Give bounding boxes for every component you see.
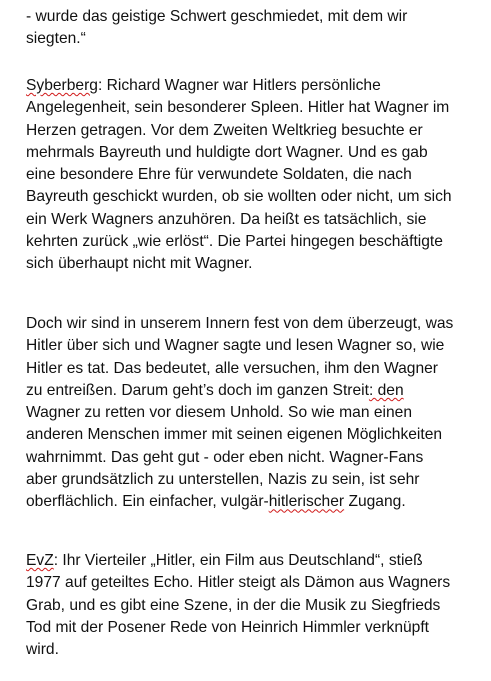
text-line: wahrnimmt. Das geht gut - oder eben nicht. Wagner-Fans bbox=[26, 448, 424, 466]
text-line: Wagner zu retten vor diesem Unhold. So wie man einen bbox=[26, 404, 412, 422]
text-line: sich überhaupt nicht mit Wagner. bbox=[26, 255, 253, 273]
text-line: mehrmals Bayreuth und huldigte dort Wagner. Und es gab bbox=[26, 143, 428, 161]
text-line: kehrten zurück „wie erlöst“. Die Partei hingegen beschäftigte bbox=[26, 233, 443, 251]
text-line bbox=[26, 75, 452, 97]
text-line: - wurde das geistige Schwert geschmiedet, mit dem wir bbox=[26, 8, 408, 25]
text-line bbox=[26, 550, 450, 572]
paragraph-wagner-interpretation bbox=[26, 313, 453, 514]
text-line: 1977 auf geteiltes Echo. Hitler steigt als Dämon aus Wagners bbox=[26, 574, 451, 592]
text-segment: zu entreißen. Darum geht’s doch im ganzen Streit bbox=[26, 381, 369, 399]
text-line: Hitler es tat. Das bedeutet, alle versuchen, ihm den Wagner bbox=[26, 359, 439, 377]
text-line: Angelegenheit, sein besonderer Spleen. Hitler hat Wagner im bbox=[26, 99, 450, 117]
text-line: Doch wir sind in unserem Innern fest von dem überzeugt, was bbox=[26, 315, 454, 332]
text-line bbox=[26, 380, 453, 402]
grammar-flagged-text: : den bbox=[368, 381, 404, 399]
text-line: siegten.“ bbox=[26, 30, 86, 48]
speaker-name-syberberg: Syberberg bbox=[26, 77, 98, 94]
text-line: wird. bbox=[26, 641, 59, 659]
text-line: Tod mit der Posener Rede von Heinrich Himmler verknüpft bbox=[26, 618, 430, 636]
text-line: aber grundsätzlich zu unterstellen, Nazis zu sein, ist sehr bbox=[26, 471, 420, 489]
paragraph-evz-question bbox=[26, 550, 450, 661]
paragraph-syberberg-answer bbox=[26, 75, 452, 276]
speaker-name-evz: EvZ bbox=[26, 552, 54, 569]
text-segment: oberflächlich. Ein einfacher, vulgär- bbox=[26, 493, 269, 511]
text-segment: Zugang. bbox=[344, 493, 406, 511]
text-line: ein Werk Wagners anzuhören. Da heißt es tatsächlich, sie bbox=[26, 210, 427, 228]
text-line: Grab, und es gibt eine Szene, in der die Musik zu Siegfrieds bbox=[26, 596, 441, 614]
paragraph-quote-ending bbox=[26, 6, 407, 51]
text-line: Bayreuth geschickt wurden, ob sie wollten oder nicht, um sich bbox=[26, 188, 452, 206]
text-line-continuation: : Ihr Vierteiler „Hitler, ein Film aus Deutschland“, stieß bbox=[53, 552, 423, 569]
text-line: eine besondere Ehre für verwundete Soldaten, die nach bbox=[26, 166, 412, 184]
text-line: Hitler über sich und Wagner sagte und lesen Wagner so, wie bbox=[26, 337, 445, 355]
text-line: anderen Menschen immer mit seinen eigenen Möglichkeiten bbox=[26, 426, 443, 444]
text-line bbox=[26, 491, 453, 513]
spellcheck-flagged-word: hitlerischer bbox=[268, 493, 345, 511]
text-line: Herzen getragen. Vor dem Zweiten Weltkrieg besuchte er bbox=[26, 121, 423, 139]
text-line-continuation: : Richard Wagner war Hitlers persönliche bbox=[97, 77, 381, 94]
